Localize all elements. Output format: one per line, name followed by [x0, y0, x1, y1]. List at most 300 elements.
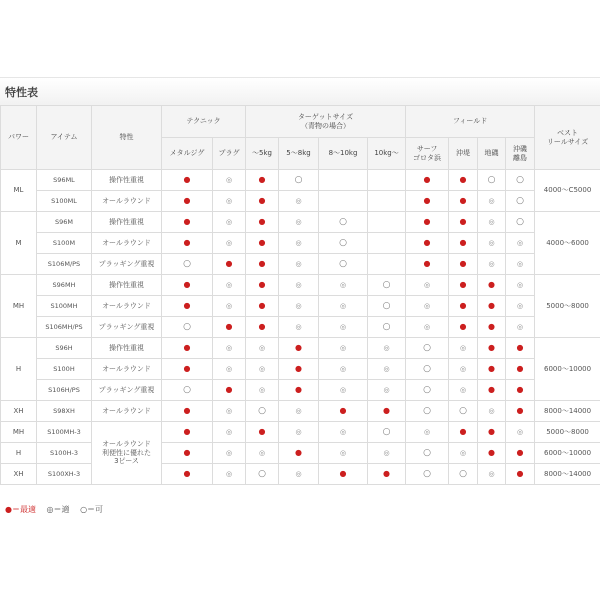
table-row: [1, 212, 600, 233]
rating-best-mark: ●: [488, 364, 496, 374]
rating-cell: [213, 401, 246, 422]
rating-good-mark: ◎: [339, 322, 347, 331]
rating-cell: [279, 359, 319, 380]
rating-good-mark: ◎: [516, 238, 524, 247]
power-cell: XH: [1, 464, 37, 485]
rating-cell: [449, 254, 478, 275]
power-cell: H: [1, 338, 37, 401]
rating-good-mark: ◎: [423, 322, 431, 331]
table-row: [1, 254, 600, 275]
rating-cell: [478, 296, 506, 317]
power-cell: MH: [1, 275, 37, 338]
rating-cell: [368, 464, 406, 485]
header-technique: テクニック: [162, 106, 246, 138]
rating-good-mark: ◎: [225, 238, 233, 247]
power-cell: ML: [1, 170, 37, 212]
rating-ok-mark: ○: [459, 468, 467, 479]
rating-cell: [449, 359, 478, 380]
rating-cell: [246, 464, 279, 485]
reel-size-cell: 6000〜10000: [535, 338, 600, 401]
rating-ok-mark: ○: [382, 300, 391, 311]
rating-best-mark: ●: [295, 343, 302, 353]
trait-cell: オールラウンド: [92, 401, 162, 422]
trait-cell: オールラウンド: [92, 233, 162, 254]
rating-best-mark: ●: [183, 364, 191, 374]
rating-good-mark: ◎: [295, 280, 302, 289]
rating-cell: [162, 380, 213, 401]
rating-cell: [319, 191, 368, 212]
rating-cell: [478, 170, 506, 191]
rating-good-mark: ◎: [258, 343, 266, 352]
rating-cell: [279, 191, 319, 212]
rating-cell: [319, 170, 368, 191]
spec-table-body: [1, 170, 600, 485]
legend-ok: ○＝可: [80, 505, 104, 514]
rating-best-mark: ●: [258, 322, 266, 332]
rating-cell: [162, 464, 213, 485]
rating-best-mark: ●: [488, 448, 496, 458]
rating-good-mark: ◎: [383, 343, 390, 352]
rating-cell: [478, 422, 506, 443]
rating-best-mark: ●: [459, 259, 467, 269]
rating-best-mark: ●: [295, 448, 302, 458]
rating-best-mark: ●: [488, 280, 496, 290]
rating-cell: [319, 338, 368, 359]
rating-good-mark: ◎: [488, 469, 495, 478]
rating-cell: [368, 296, 406, 317]
rating-ok-mark: ○: [423, 363, 431, 374]
power-cell: XH: [1, 401, 37, 422]
rating-good-mark: ◎: [488, 238, 495, 247]
item-cell: S96MH: [37, 275, 92, 296]
rating-best-mark: ●: [183, 175, 191, 185]
rating-best-mark: ●: [339, 469, 347, 479]
rating-cell: [279, 254, 319, 275]
rating-cell: [506, 422, 535, 443]
rating-ok-mark: ○: [258, 405, 266, 416]
rating-cell: [449, 443, 478, 464]
rating-ok-mark: ○: [258, 468, 266, 479]
rating-good-mark: ◎: [488, 406, 495, 415]
rating-best-mark: ●: [225, 385, 233, 395]
rating-cell: [368, 275, 406, 296]
rating-cell: [368, 254, 406, 275]
rating-cell: [162, 338, 213, 359]
table-row: [1, 170, 600, 191]
rating-cell: [162, 401, 213, 422]
rating-good-mark: ◎: [516, 280, 524, 289]
reel-size-cell: 8000〜14000: [535, 401, 600, 422]
rating-cell: [506, 338, 535, 359]
rating-cell: [506, 317, 535, 338]
rating-good-mark: ◎: [225, 427, 233, 436]
rating-cell: [478, 275, 506, 296]
rating-cell: [246, 359, 279, 380]
page-title: 特性表: [5, 86, 38, 99]
rating-cell: [162, 422, 213, 443]
rating-cell: [406, 338, 449, 359]
item-cell: S96ML: [37, 170, 92, 191]
subheader-plug: プラグ: [213, 138, 246, 170]
rating-cell: [162, 275, 213, 296]
header-trait: 特性: [92, 106, 162, 170]
rating-good-mark: ◎: [225, 301, 233, 310]
rating-best-mark: ●: [488, 427, 496, 437]
table-row: [1, 380, 600, 401]
rating-good-mark: ◎: [516, 259, 524, 268]
rating-cell: [368, 359, 406, 380]
rating-cell: [449, 212, 478, 233]
rating-best-mark: ●: [258, 280, 266, 290]
rating-cell: [506, 296, 535, 317]
trait-cell: 操作性重視: [92, 170, 162, 191]
rating-cell: [478, 443, 506, 464]
rating-cell: [506, 170, 535, 191]
rating-cell: [319, 359, 368, 380]
rating-good-mark: ◎: [516, 322, 524, 331]
rating-cell: [279, 464, 319, 485]
rating-ok-mark: ○: [516, 195, 524, 206]
subheader-okitei: 沖堤: [449, 138, 478, 170]
spec-table: [0, 105, 600, 485]
rating-cell: [449, 422, 478, 443]
rating-good-mark: ◎: [258, 385, 266, 394]
rating-best-mark: ●: [258, 175, 266, 185]
rating-good-mark: ◎: [488, 196, 495, 205]
rating-good-mark: ◎: [339, 364, 347, 373]
rating-cell: [449, 317, 478, 338]
rating-cell: [368, 191, 406, 212]
rating-cell: [162, 317, 213, 338]
rating-cell: [213, 170, 246, 191]
rating-cell: [319, 443, 368, 464]
rating-good-mark: ◎: [295, 469, 302, 478]
rating-cell: [279, 380, 319, 401]
rating-cell: [246, 401, 279, 422]
rating-good-mark: ◎: [423, 280, 431, 289]
rating-cell: [449, 296, 478, 317]
rating-good-mark: ◎: [488, 259, 495, 268]
rating-good-mark: ◎: [295, 427, 302, 436]
rating-good-mark: ◎: [339, 448, 347, 457]
rating-best-mark: ●: [258, 196, 266, 206]
rating-cell: [279, 212, 319, 233]
rating-cell: [506, 401, 535, 422]
rating-cell: [246, 443, 279, 464]
trait-cell: 操作性重視: [92, 212, 162, 233]
rating-cell: [406, 296, 449, 317]
rating-best-mark: ●: [488, 343, 496, 353]
rating-good-mark: ◎: [258, 448, 266, 457]
rating-cell: [368, 443, 406, 464]
rating-cell: [506, 464, 535, 485]
trait-cell: プラッギング重視: [92, 380, 162, 401]
rating-cell: [246, 233, 279, 254]
trait-cell: 操作性重視: [92, 338, 162, 359]
rating-best-mark: ●: [459, 280, 467, 290]
table-row: [1, 359, 600, 380]
title-bar: [0, 77, 600, 107]
rating-cell: [506, 359, 535, 380]
rating-good-mark: ◎: [225, 280, 233, 289]
rating-cell: [406, 275, 449, 296]
rating-cell: [406, 317, 449, 338]
rating-cell: [506, 275, 535, 296]
rating-best-mark: ●: [516, 343, 524, 353]
trait-cell: オールラウンド: [92, 191, 162, 212]
item-cell: S100ML: [37, 191, 92, 212]
rating-good-mark: ◎: [295, 217, 302, 226]
rating-good-mark: ◎: [225, 448, 233, 457]
rating-best-mark: ●: [183, 196, 191, 206]
rating-best-mark: ●: [183, 406, 191, 416]
rating-cell: [478, 233, 506, 254]
rating-good-mark: ◎: [225, 196, 233, 205]
header-best-reel: ベスト リールサイズ: [535, 106, 600, 170]
rating-ok-mark: ○: [423, 468, 431, 479]
rating-best-mark: ●: [423, 217, 431, 227]
rating-best-mark: ●: [488, 301, 496, 311]
table-row: [1, 338, 600, 359]
rating-cell: [478, 380, 506, 401]
reel-size-cell: 8000〜14000: [535, 464, 600, 485]
table-row: [1, 275, 600, 296]
rating-cell: [162, 254, 213, 275]
rating-cell: [478, 401, 506, 422]
rating-cell: [478, 191, 506, 212]
rating-cell: [162, 443, 213, 464]
rating-good-mark: ◎: [516, 427, 524, 436]
rating-cell: [213, 191, 246, 212]
rating-ok-mark: ○: [183, 384, 191, 395]
table-row: [1, 422, 600, 443]
item-cell: S96H: [37, 338, 92, 359]
rating-cell: [213, 359, 246, 380]
header-item: アイテム: [37, 106, 92, 170]
item-cell: S106MH/PS: [37, 317, 92, 338]
rating-good-mark: ◎: [295, 196, 302, 205]
rating-best-mark: ●: [459, 238, 467, 248]
rating-good-mark: ◎: [225, 343, 233, 352]
rating-cell: [506, 254, 535, 275]
rating-cell: [213, 233, 246, 254]
item-cell: S100XH-3: [37, 464, 92, 485]
rating-cell: [406, 191, 449, 212]
rating-cell: [246, 422, 279, 443]
rating-cell: [162, 212, 213, 233]
rating-cell: [213, 212, 246, 233]
table-row: [1, 233, 600, 254]
rating-good-mark: ◎: [383, 385, 390, 394]
rating-cell: [213, 338, 246, 359]
rating-ok-mark: ○: [423, 405, 431, 416]
rating-ok-mark: ○: [339, 216, 347, 227]
rating-ok-mark: ○: [183, 321, 191, 332]
rating-best-mark: ●: [258, 301, 266, 311]
rating-ok-mark: ○: [382, 426, 391, 437]
power-cell: MH: [1, 422, 37, 443]
rating-good-mark: ◎: [225, 469, 233, 478]
rating-good-mark: ◎: [225, 217, 233, 226]
trait-cell: オールラウンド: [92, 359, 162, 380]
rating-cell: [406, 422, 449, 443]
rating-cell: [478, 212, 506, 233]
rating-good-mark: ◎: [295, 238, 302, 247]
rating-cell: [246, 296, 279, 317]
rating-cell: [368, 212, 406, 233]
rating-cell: [506, 212, 535, 233]
rating-ok-mark: ○: [487, 174, 496, 185]
rating-cell: [368, 170, 406, 191]
rating-cell: [506, 443, 535, 464]
rating-good-mark: ◎: [459, 448, 467, 457]
rating-cell: [478, 254, 506, 275]
rating-ok-mark: ○: [516, 216, 524, 227]
rating-good-mark: ◎: [339, 280, 347, 289]
trait-cell: プラッギング重視: [92, 317, 162, 338]
rating-good-mark: ◎: [295, 406, 302, 415]
rating-cell: [319, 233, 368, 254]
rating-good-mark: ◎: [225, 175, 233, 184]
rating-cell: [213, 422, 246, 443]
rating-best-mark: ●: [383, 469, 391, 479]
rating-cell: [368, 422, 406, 443]
trait-cell: プラッギング重視: [92, 254, 162, 275]
rating-cell: [319, 380, 368, 401]
rating-best-mark: ●: [459, 322, 467, 332]
rating-best-mark: ●: [295, 364, 302, 374]
rating-cell: [279, 170, 319, 191]
rating-good-mark: ◎: [339, 427, 347, 436]
power-cell: H: [1, 443, 37, 464]
rating-cell: [162, 191, 213, 212]
rating-cell: [406, 233, 449, 254]
header-field: フィールド: [406, 106, 535, 138]
rating-good-mark: ◎: [339, 301, 347, 310]
rating-good-mark: ◎: [295, 322, 302, 331]
rating-ok-mark: ○: [459, 405, 467, 416]
item-cell: S100H-3: [37, 443, 92, 464]
rating-cell: [319, 401, 368, 422]
rating-good-mark: ◎: [488, 217, 495, 226]
rating-best-mark: ●: [258, 238, 266, 248]
rating-cell: [319, 317, 368, 338]
rating-good-mark: ◎: [383, 448, 390, 457]
rating-ok-mark: ○: [339, 258, 347, 269]
rating-best-mark: ●: [225, 322, 233, 332]
table-row: [1, 191, 600, 212]
rating-cell: [162, 233, 213, 254]
table-row: [1, 296, 600, 317]
rating-cell: [162, 359, 213, 380]
table-row: [1, 464, 600, 485]
rating-ok-mark: ○: [382, 279, 391, 290]
rating-best-mark: ●: [459, 301, 467, 311]
rating-cell: [406, 443, 449, 464]
rating-cell: [478, 464, 506, 485]
rating-best-mark: ●: [423, 259, 431, 269]
rating-cell: [368, 401, 406, 422]
item-cell: S106H/PS: [37, 380, 92, 401]
rating-cell: [246, 380, 279, 401]
rating-good-mark: ◎: [383, 364, 390, 373]
rating-cell: [213, 317, 246, 338]
subheader-okiiso: 沖磯 離島: [506, 138, 535, 170]
rating-best-mark: ●: [183, 280, 191, 290]
rating-cell: [246, 275, 279, 296]
subheader-jiiso: 地磯: [478, 138, 506, 170]
legend-good: ◎＝適: [46, 505, 70, 514]
reel-size-cell: 5000〜8000: [535, 275, 600, 338]
rating-cell: [368, 233, 406, 254]
header-target: ターゲットサイズ （青物の場合）: [246, 106, 406, 138]
rating-best-mark: ●: [423, 175, 431, 185]
rating-cell: [279, 233, 319, 254]
rating-cell: [406, 170, 449, 191]
rating-best-mark: ●: [459, 196, 467, 206]
rating-ok-mark: ○: [183, 258, 191, 269]
rating-cell: [246, 191, 279, 212]
rating-cell: [406, 464, 449, 485]
rating-cell: [279, 317, 319, 338]
rating-cell: [478, 338, 506, 359]
rating-ok-mark: ○: [382, 321, 391, 332]
rating-best-mark: ●: [488, 322, 496, 332]
rating-cell: [279, 338, 319, 359]
rating-ok-mark: ○: [423, 342, 431, 353]
rating-cell: [478, 359, 506, 380]
trait-cell: 操作性重視: [92, 275, 162, 296]
rating-cell: [406, 401, 449, 422]
item-cell: S106M/PS: [37, 254, 92, 275]
rating-cell: [279, 443, 319, 464]
rating-cell: [449, 170, 478, 191]
rating-good-mark: ◎: [459, 364, 467, 373]
rating-cell: [368, 338, 406, 359]
rating-best-mark: ●: [183, 469, 191, 479]
rating-cell: [246, 317, 279, 338]
rating-cell: [506, 233, 535, 254]
trait-cell: オールラウンド 利便性に優れた 3ピース: [92, 422, 162, 485]
rating-good-mark: ◎: [258, 364, 266, 373]
subheader-over-10kg: 10kg〜: [368, 138, 406, 170]
rating-cell: [279, 422, 319, 443]
rating-cell: [449, 401, 478, 422]
rating-best-mark: ●: [516, 448, 524, 458]
item-cell: S100MH: [37, 296, 92, 317]
rating-best-mark: ●: [459, 175, 467, 185]
table-row: [1, 317, 600, 338]
rating-cell: [162, 296, 213, 317]
rating-cell: [213, 275, 246, 296]
rating-cell: [319, 464, 368, 485]
rating-best-mark: ●: [516, 469, 524, 479]
subheader-5-8kg: 5〜8kg: [279, 138, 319, 170]
table-row: [1, 443, 600, 464]
rating-cell: [506, 191, 535, 212]
rating-cell: [449, 233, 478, 254]
rating-good-mark: ◎: [295, 301, 302, 310]
rating-cell: [368, 317, 406, 338]
rating-good-mark: ◎: [339, 343, 347, 352]
rating-good-mark: ◎: [225, 406, 233, 415]
rating-good-mark: ◎: [295, 259, 302, 268]
rating-cell: [279, 275, 319, 296]
reel-size-cell: 4000〜6000: [535, 212, 600, 275]
rating-cell: [213, 296, 246, 317]
rating-good-mark: ◎: [423, 301, 431, 310]
rating-good-mark: ◎: [459, 343, 467, 352]
